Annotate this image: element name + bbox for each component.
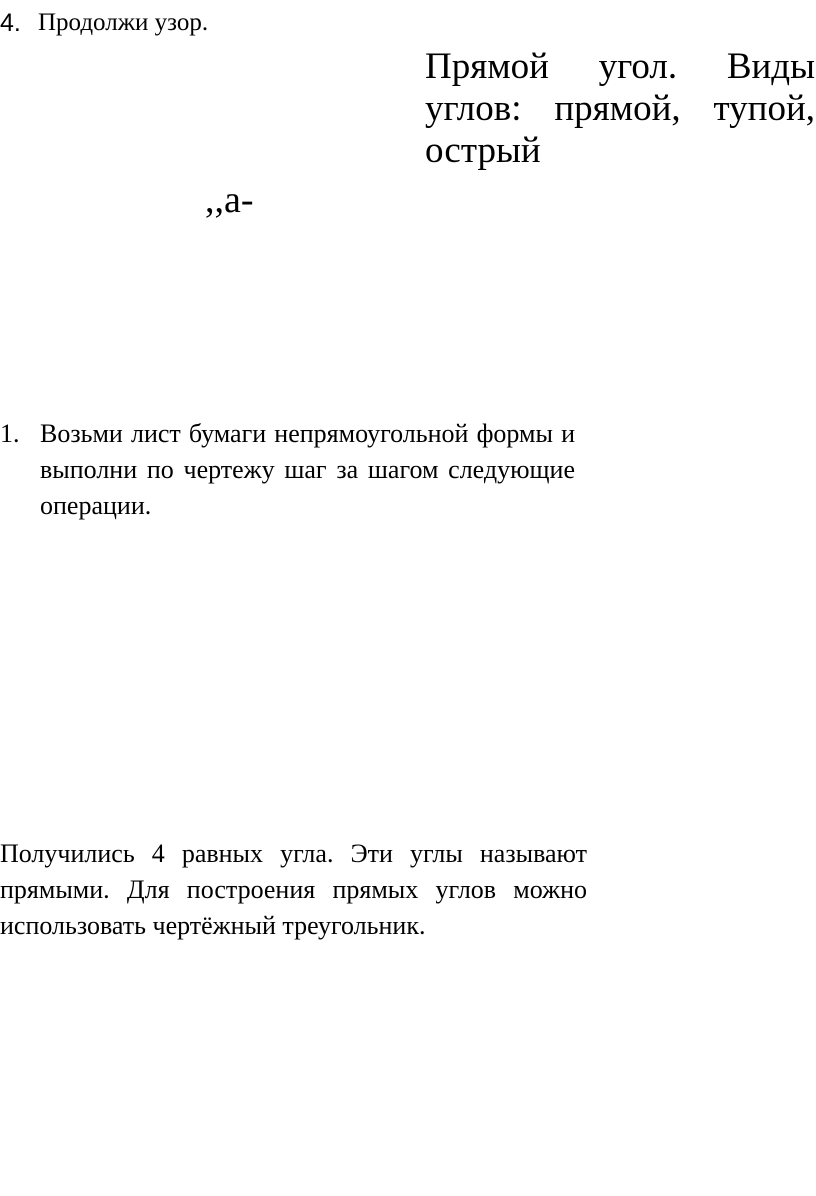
task-number: 4. [0, 9, 21, 37]
lesson-title: Прямой угол. Виды углов: прямой, тупой, острый [425, 46, 815, 171]
text-fragment: ,,а- [205, 179, 254, 221]
task-instruction: Продолжи узор. [38, 9, 209, 36]
step-number: 1. [0, 419, 20, 448]
step-list-item [0, 416, 575, 524]
step-instruction: Возьми лист бумаги непрямоугольной формы и выполни по чертежу шаг за шагом следующие операции. [40, 419, 575, 520]
result-paragraph: Получились 4 равных угла. Эти углы называют прямыми. Для построения прямых углов можно использовать чертёжный треугольник. [0, 839, 587, 940]
